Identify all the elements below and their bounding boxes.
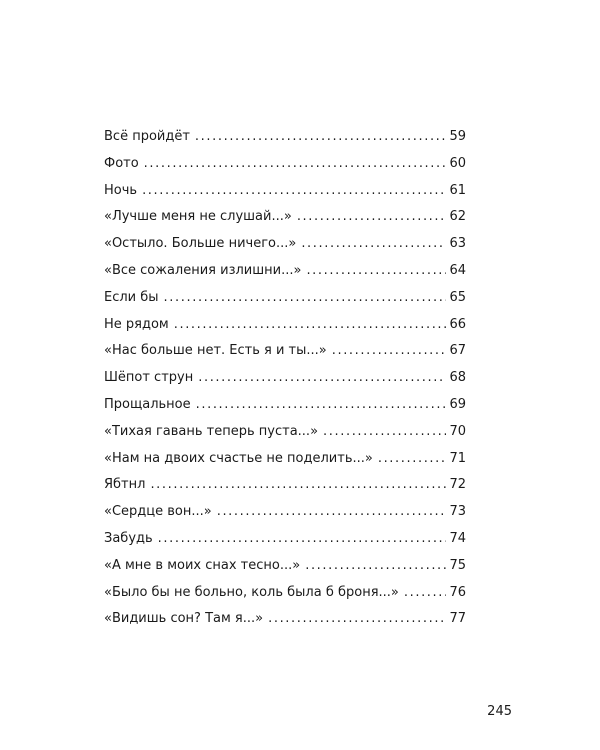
- toc-entry: [104, 580, 466, 607]
- toc-entry-page: 59: [449, 129, 466, 144]
- toc-entry: [104, 365, 466, 392]
- toc-dot-leader: [305, 553, 446, 580]
- toc-entry-page: 61: [449, 182, 466, 198]
- toc-entry: [104, 178, 466, 205]
- toc-entry: [104, 338, 466, 365]
- toc-entry-title: «Сердце вон...»: [104, 504, 212, 520]
- toc-dot-leader: [268, 606, 446, 633]
- toc-entry-page: 77: [449, 611, 466, 627]
- toc-entry-page: 66: [449, 316, 466, 332]
- toc-entry-page: 75: [449, 557, 466, 573]
- toc-dot-leader: [306, 258, 446, 285]
- toc-entry-title: «Лучше меня не слушай...»: [104, 209, 292, 225]
- toc-entry-title: «Нас больше нет. Есть я и ты...»: [104, 343, 327, 359]
- toc-dot-leader: [404, 580, 447, 607]
- toc-dot-leader: [150, 472, 446, 499]
- toc-entry-page: 67: [449, 343, 466, 359]
- toc-entry: [104, 553, 466, 580]
- toc-dot-leader: [196, 392, 447, 419]
- toc-dot-leader: [198, 365, 446, 392]
- toc-entry-title: Если бы: [104, 289, 159, 305]
- toc-entry-page: 64: [449, 262, 466, 278]
- toc-entry-title: «А мне в моих снах тесно...»: [104, 557, 301, 573]
- toc-entry-page: 62: [449, 209, 466, 225]
- toc-dot-leader: [174, 312, 447, 339]
- toc-dot-leader: [332, 338, 447, 365]
- toc-entry: [104, 606, 466, 633]
- toc-entry-page: 63: [449, 236, 466, 252]
- toc-entry-page: 72: [449, 477, 466, 493]
- page-number: 245: [487, 704, 512, 719]
- toc-entry-title: Прощальное: [104, 396, 191, 412]
- toc-entry-page: 71: [449, 450, 466, 466]
- toc-dot-leader: [142, 178, 446, 205]
- toc-entry-title: «Все сожаления излишни...»: [104, 262, 302, 278]
- toc-entry-title: Не рядом: [104, 316, 169, 332]
- toc-entry: [104, 204, 466, 231]
- toc-entry-page: 65: [449, 289, 466, 305]
- toc-dot-leader: [158, 526, 447, 553]
- toc-entry-title: «Видишь сон? Там я...»: [104, 611, 264, 627]
- toc-entry-page: 73: [449, 504, 466, 520]
- toc-entry-title: Шёпот струн: [104, 370, 194, 386]
- toc-entry: [104, 526, 466, 553]
- toc-entry-title: «Остыло. Больше ничего...»: [104, 236, 297, 252]
- toc-entry-title: Всё пройдёт: [104, 129, 190, 144]
- toc-entry-title: Ябтнл: [104, 477, 146, 493]
- toc-dot-leader: [378, 446, 447, 473]
- toc-entry: [104, 258, 466, 285]
- toc-entry: [104, 499, 466, 526]
- toc-entry-page: 74: [449, 530, 466, 546]
- toc-dot-leader: [164, 285, 447, 312]
- toc-entry-title: «Тихая гавань теперь пуста...»: [104, 423, 319, 439]
- toc-entry-title: Фото: [104, 155, 139, 171]
- toc-entry-page: 69: [449, 396, 466, 412]
- toc-dot-leader: [323, 419, 446, 446]
- toc-entry: [104, 419, 466, 446]
- toc-entry-page: 68: [449, 370, 466, 386]
- table-of-contents: [104, 124, 466, 633]
- toc-entry-title: «Было бы не больно, коль была б броня...»: [104, 584, 399, 600]
- toc-entry-page: 60: [449, 155, 466, 171]
- toc-dot-leader: [144, 151, 447, 178]
- toc-entry: [104, 392, 466, 419]
- toc-entry-page: 76: [449, 584, 466, 600]
- toc-entry: [104, 231, 466, 258]
- toc-entry-title: Забудь: [104, 530, 153, 546]
- toc-entry: [104, 285, 466, 312]
- toc-dot-leader: [195, 124, 447, 151]
- toc-dot-leader: [301, 231, 446, 258]
- toc-entry-title: Ночь: [104, 182, 138, 198]
- toc-entry: [104, 124, 466, 151]
- toc-entry: [104, 446, 466, 473]
- toc-entry: [104, 472, 466, 499]
- toc-entry-page: 70: [449, 423, 466, 439]
- toc-entry: [104, 312, 466, 339]
- toc-entry-title: «Нам на двоих счастье не поделить...»: [104, 450, 373, 466]
- toc-entry: [104, 151, 466, 178]
- toc-dot-leader: [217, 499, 447, 526]
- toc-dot-leader: [297, 204, 447, 231]
